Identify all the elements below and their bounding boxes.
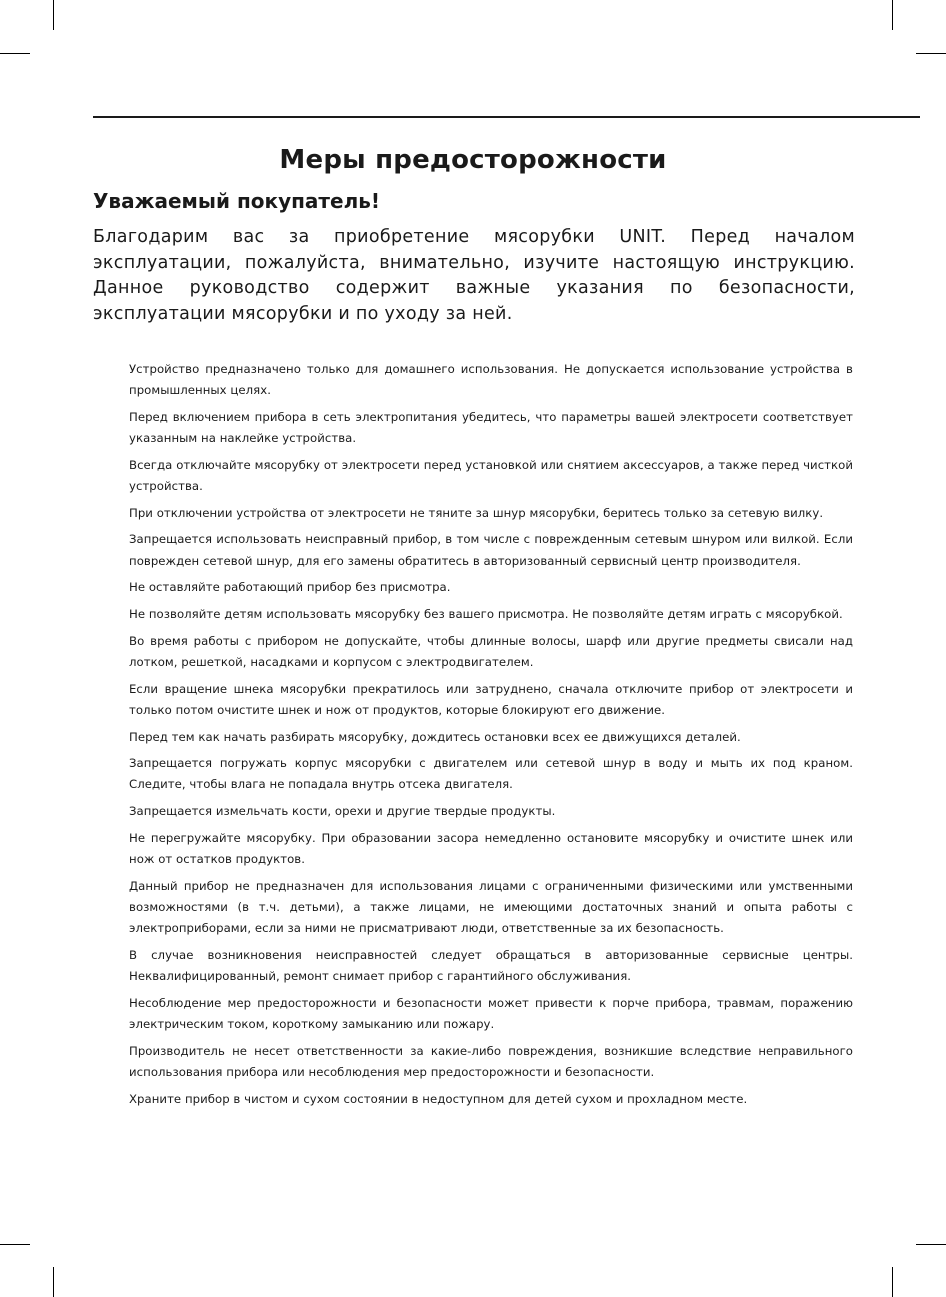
crop-mark-top-right-vertical xyxy=(892,0,893,30)
safety-rule: Не перегружайте мясорубку. При образовании засора немедленно остановите мясорубку и очистите шнек или нож от остатков продуктов. xyxy=(129,830,853,867)
safety-rule: Производитель не несет ответственности за какие-либо повреждения, возникшие вследствие неправильного использования прибора или несоблюдения мер предосторожности и безопасности. xyxy=(129,1043,853,1079)
crop-mark-bottom-left-vertical xyxy=(53,1267,54,1297)
safety-rule: Перед включением прибора в сеть электропитания убедитесь, что параметры вашей электросети соответствует указанным на наклейке устройства. xyxy=(129,409,853,446)
safety-rule: Запрещается погружать корпус мясорубки с двигателем или сетевой шнур в воду и мыть их под краном. Следите, чтобы влага не попадала внутрь отсека двигателя. xyxy=(129,756,853,792)
safety-rule: Храните прибор в чистом и сухом состоянии в недоступном для детей сухом и прохладном месте. xyxy=(129,1091,748,1106)
intro-paragraph: Благодарим вас за приобретение мясорубки UNIT. Перед началом эксплуатации, пожалуйста, внимательно, изучите настоящую инструкцию. Данное руководство содержит важные указания по безопасности, эксплуатации мясорубки и по уходу за ней. xyxy=(93,227,855,324)
safety-rule: При отключении устройства от электросети не тяните за шнур мясорубки, беритесь только за сетевую вилку. xyxy=(129,505,824,520)
safety-rules-list xyxy=(129,359,853,1115)
safety-rule: Запрещается использовать неисправный прибор, в том числе с поврежденным сетевым шнуром или вилкой. Если поврежден сетевой шнур, для его замены обратитесь в авторизованный сервисный центр производителя. xyxy=(129,532,853,568)
page-title: Меры предосторожности xyxy=(279,145,667,175)
crop-mark-bottom-left-horizontal xyxy=(0,1244,30,1245)
safety-rule: Запрещается измельчать кости, орехи и другие твердые продукты. xyxy=(129,804,556,819)
crop-mark-top-left-vertical xyxy=(53,0,54,30)
safety-rule: Данный прибор не предназначен для использования лицами с ограниченными физическими или умственными возможностями (в т.ч. детьми), а также лицами, не имеющими достаточных знаний и опыта работы с электроприборами, если за ними не присматривают люди, ответственные за их безопасность. xyxy=(129,878,853,936)
safety-rule: Несоблюдение мер предосторожности и безопасности может привести к порче прибора, травмам, поражению электрическим током, короткому замыканию или пожару. xyxy=(129,995,853,1031)
safety-rule: Всегда отключайте мясорубку от электросети перед установкой или снятием аксессуаров, а также перед чисткой устройства. xyxy=(129,457,853,494)
safety-rule: Не оставляйте работающий прибор без присмотра. xyxy=(129,580,451,595)
crop-mark-top-right-horizontal xyxy=(916,53,946,54)
crop-mark-bottom-right-horizontal xyxy=(916,1244,946,1245)
crop-mark-bottom-right-vertical xyxy=(892,1267,893,1297)
safety-rule: Перед тем как начать разбирать мясорубку, дождитесь остановки всех ее движущихся деталей. xyxy=(129,729,741,744)
crop-mark-top-left-horizontal xyxy=(0,53,30,54)
greeting-heading: Уважаемый покупатель! xyxy=(93,189,381,213)
safety-rule: Устройство предназначено только для домашнего использования. Не допускается использование устройства в промышленных целях. xyxy=(129,362,853,398)
safety-rule: Если вращение шнека мясорубки прекратилось или затруднено, сначала отключите прибор от электросети и только потом очистите шнек и нож от продуктов, которые блокируют его движение. xyxy=(129,681,853,717)
header-rule xyxy=(93,116,920,118)
safety-rule: Не позволяйте детям использовать мясорубку без вашего присмотра. Не позволяйте детям играть с мясорубкой. xyxy=(129,607,843,622)
safety-rule: В случае возникновения неисправностей следует обращаться в авторизованные сервисные центры. Неквалифицированный, ремонт снимает прибор с гарантийного обслуживания. xyxy=(129,947,853,984)
safety-rule: Во время работы с прибором не допускайте, чтобы длинные волосы, шарф или другие предметы свисали над лотком, решеткой, насадками и корпусом с электродвигателем. xyxy=(129,633,853,669)
